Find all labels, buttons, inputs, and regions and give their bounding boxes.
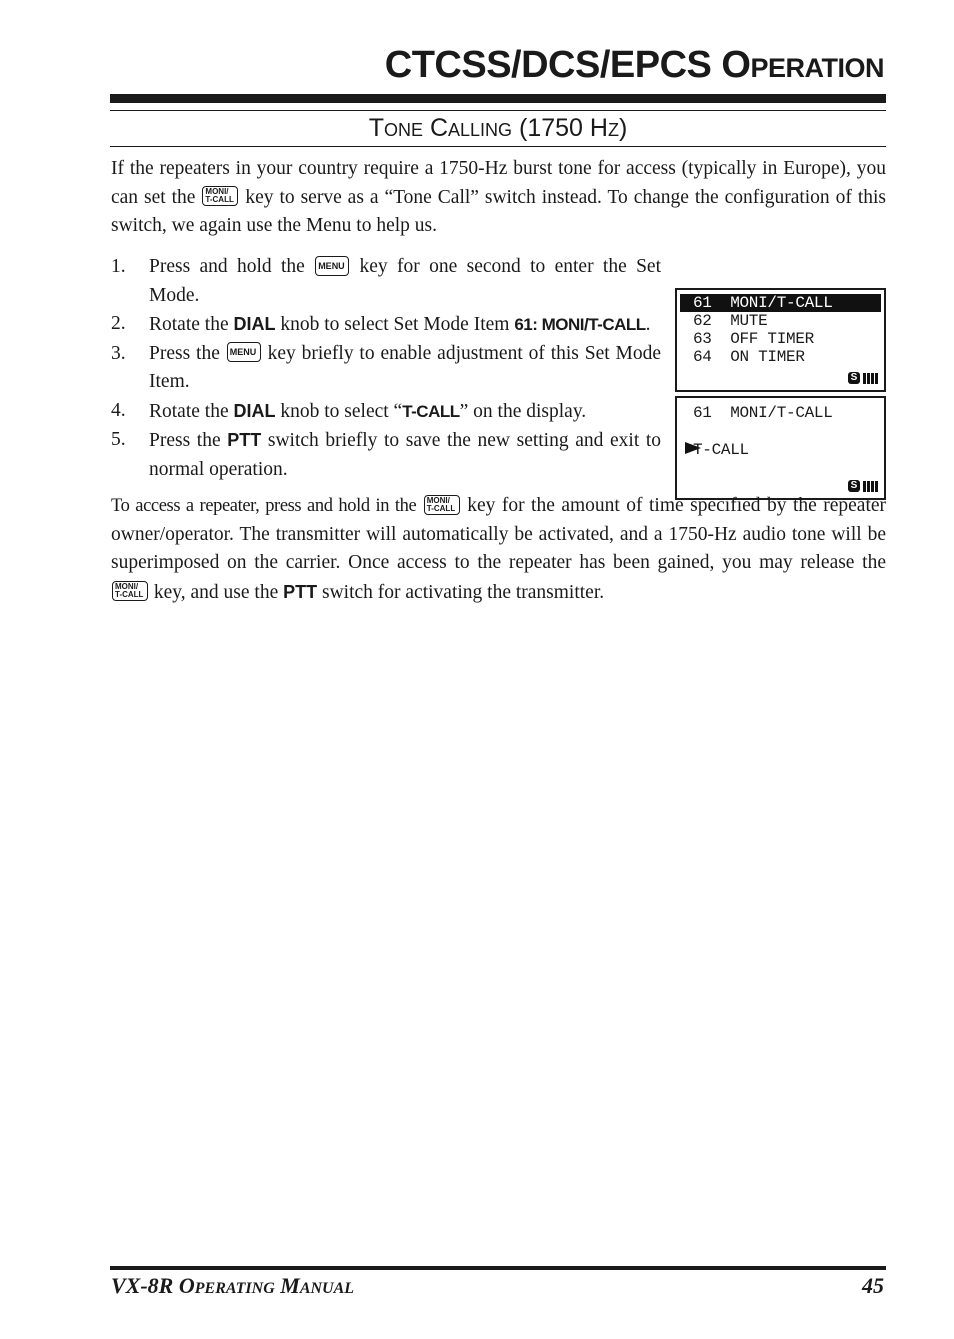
moni-key-bottom-label: T-CALL (115, 590, 144, 600)
footer-rule (110, 1266, 886, 1270)
step-text: Rotate the (149, 314, 229, 335)
dial-label: DIAL (233, 314, 276, 334)
section-title-hz: (1750 H (519, 114, 608, 142)
lcd-menu-row-selected: 61 MONI/T-CALL (680, 294, 881, 312)
step-text: key briefly to enable adjustment of this Set Mode Item. (149, 342, 662, 392)
moni-tcall-key-icon (424, 495, 460, 515)
section-title-close: ) (618, 114, 628, 142)
s-indicator-icon: S (848, 372, 860, 384)
step-item (111, 340, 661, 397)
ptt-label: PTT (283, 581, 318, 602)
header-rule-thin (110, 110, 886, 111)
step-text: Press and hold the (149, 256, 305, 277)
lcd-setting-value: T-CALL (693, 441, 749, 459)
dial-label: DIAL (233, 400, 276, 421)
moni-tcall-key-icon (112, 581, 148, 601)
steps-list (111, 253, 661, 484)
lcd-menu-row: 62 MUTE (693, 312, 768, 330)
lcd-reference: T-CALL (402, 401, 460, 421)
moni-key-top-label: MONI/ (115, 582, 139, 592)
step-text: Press the (149, 342, 220, 364)
lcd-status-indicators (848, 372, 878, 384)
intro-text-2: key to serve as a “Tone Call” switch instead. To change the configuration of this switch, we again use the Menu to help us. (111, 186, 887, 236)
section-title-one: ONE (383, 120, 423, 140)
step-number: 3. (111, 342, 126, 364)
step-text: knob to select Set Mode Item (280, 314, 510, 335)
moni-key-bottom-label: T-CALL (205, 195, 234, 205)
step-text: key for one second to enter the Set Mode. (149, 256, 661, 306)
footer-model: VX-8R O (111, 1273, 195, 1298)
intro-paragraph (111, 155, 886, 241)
moni-key-top-label: MONI/ (426, 495, 450, 505)
step-item (111, 397, 661, 427)
chapter-title (385, 44, 884, 87)
step-item (111, 310, 661, 340)
battery-bars-icon (863, 372, 878, 384)
closing-text-3: key, and use the (153, 581, 279, 603)
footer-m: M (280, 1273, 300, 1298)
step-text: Press the (149, 430, 221, 451)
step-text: Rotate the (149, 400, 229, 422)
lcd-menu-row: 64 ON TIMER (693, 348, 805, 366)
lcd-reference: 61: MONI/T-CALL (514, 315, 646, 334)
section-title-t: T (368, 114, 384, 142)
lcd-setting-display (675, 396, 886, 500)
closing-text-1: To access a repeater, press and hold in the (111, 496, 417, 516)
chapter-title-main: CTCSS/DCS/EPCS O (384, 44, 751, 86)
intro-text-1: If the repeaters in your country require a 1750-Hz burst tone for access (typically in Europe), you can set the (111, 158, 886, 208)
step-text: . (645, 314, 651, 335)
menu-key-icon: MENU (315, 256, 349, 276)
chapter-title-smallcaps: PERATION (750, 53, 884, 83)
menu-key-icon: MENU (227, 342, 261, 362)
footer-smallcaps: ANUAL (299, 1280, 355, 1297)
closing-paragraph (111, 492, 886, 607)
step-number: 2. (111, 313, 126, 334)
step-text: knob to select “ (280, 400, 403, 422)
footer-manual-title (111, 1273, 354, 1299)
section-title (110, 114, 886, 143)
footer-smallcaps: PERATING (194, 1280, 275, 1297)
lcd-menu-row: 63 OFF TIMER (693, 330, 814, 348)
closing-text-2: key for the amount of time specified by the repeater owner/operator. The transmitter will automatically be activated, and a 1750-Hz audio tone will be superimposed on the carrier. Once access to the repeater has been gained, you may release the (111, 495, 887, 573)
step-number: 4. (111, 399, 126, 421)
lcd-setting-item: 61 MONI/T-CALL (693, 404, 833, 422)
step-number: 1. (111, 256, 126, 277)
page-number: 45 (862, 1273, 884, 1298)
step-item (111, 253, 661, 310)
section-title-z: Z (607, 120, 619, 140)
battery-bars-icon (863, 480, 878, 492)
closing-text-4: switch for activating the transmitter. (322, 581, 605, 603)
moni-tcall-key-icon (202, 186, 238, 206)
header-rule-thick (110, 94, 886, 103)
moni-key-top-label: MONI/ (205, 187, 229, 197)
ptt-label: PTT (227, 430, 262, 450)
step-text: ” on the display. (459, 400, 587, 422)
s-indicator-icon: S (848, 480, 860, 492)
moni-key-bottom-label: T-CALL (426, 503, 456, 513)
lcd-status-indicators (848, 480, 878, 492)
section-rule (110, 146, 886, 147)
section-title-c: C (429, 114, 449, 142)
step-number: 5. (111, 429, 126, 450)
section-title-alling: ALLING (448, 120, 513, 140)
step-text: switch briefly to save the new setting and exit to normal operation. (149, 430, 662, 480)
lcd-menu-display (675, 288, 886, 392)
step-item (111, 426, 661, 484)
